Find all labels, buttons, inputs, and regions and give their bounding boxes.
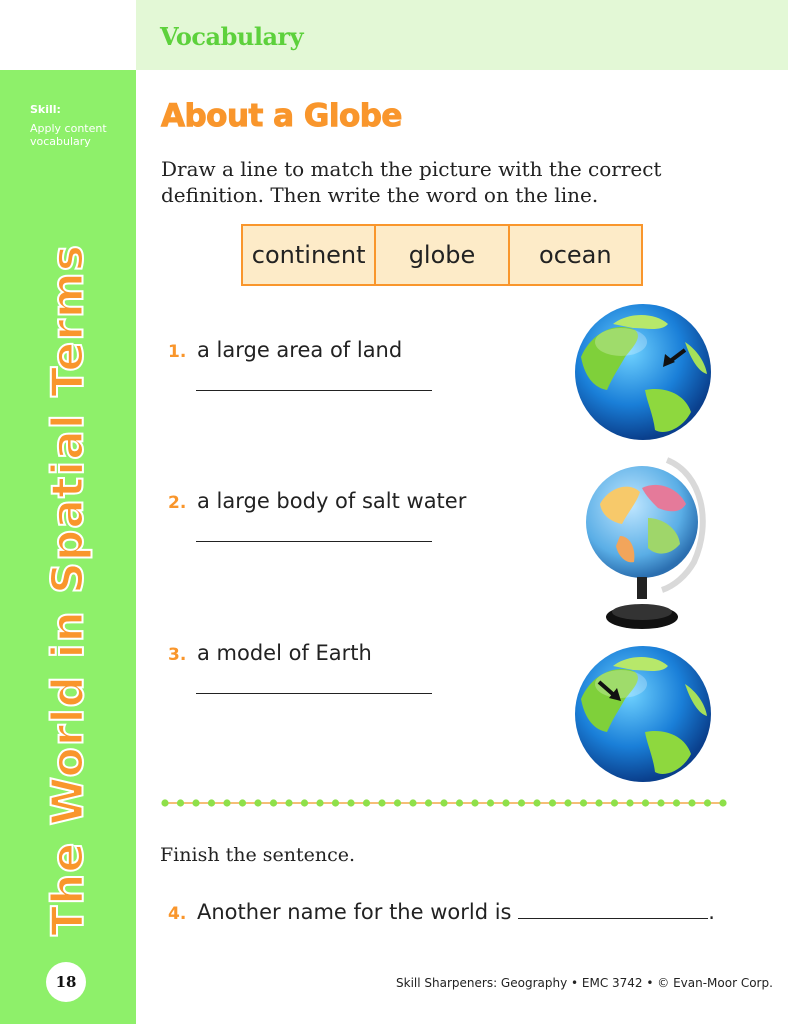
word-bank-item: continent [243, 226, 376, 284]
finish-instruction: Finish the sentence. [160, 844, 356, 866]
divider-dot [177, 799, 184, 806]
divider-dot [301, 799, 308, 806]
divider-dot [704, 799, 711, 806]
dotted-divider [160, 798, 728, 808]
footer-credit: Skill Sharpeners: Geography • EMC 3742 • © Evan-Moor Corp. [396, 976, 773, 990]
answer-line[interactable] [196, 541, 432, 542]
sentence-end: . [708, 900, 715, 924]
desk-globe-image[interactable] [582, 452, 712, 637]
divider-dot [378, 799, 385, 806]
question-number: 2. [168, 493, 187, 513]
divider-dot [487, 799, 494, 806]
divider-dot [254, 799, 261, 806]
divider-dot [239, 799, 246, 806]
word-bank-item: ocean [539, 241, 612, 269]
divider-dot [409, 799, 416, 806]
divider-dot [719, 799, 726, 806]
divider-dot [518, 799, 525, 806]
question-sentence [197, 900, 715, 924]
question-definition: a large area of land [197, 338, 403, 362]
word-bank [241, 224, 643, 286]
answer-blank[interactable] [518, 900, 708, 919]
divider-dot [161, 799, 168, 806]
divider-dot [502, 799, 509, 806]
answer-line[interactable] [196, 390, 432, 391]
divider-dot [192, 799, 199, 806]
page-title: About a Globe [161, 98, 402, 134]
skill-title: Skill: [30, 103, 61, 116]
skill-text: Apply content vocabulary [30, 122, 107, 148]
divider-dot [688, 799, 695, 806]
divider-dot [440, 799, 447, 806]
divider-dot [642, 799, 649, 806]
answer-line[interactable] [196, 693, 432, 694]
divider-dot [595, 799, 602, 806]
divider-dot [425, 799, 432, 806]
sentence-text: Another name for the world is [197, 900, 512, 924]
divider-dot [456, 799, 463, 806]
divider-dot [564, 799, 571, 806]
question-definition: a model of Earth [197, 641, 372, 665]
divider-dot [394, 799, 401, 806]
divider-dot [611, 799, 618, 806]
word-bank-item: globe [376, 226, 509, 284]
divider-dot [332, 799, 339, 806]
divider-dot [673, 799, 680, 806]
section-label: Vocabulary [160, 22, 304, 51]
divider-dot [316, 799, 323, 806]
divider-dot [270, 799, 277, 806]
divider-dot [285, 799, 292, 806]
divider-dot [657, 799, 664, 806]
question-definition: a large body of salt water [197, 489, 467, 513]
divider-dot [626, 799, 633, 806]
sidebar-top-blank [0, 0, 136, 70]
divider-dot [347, 799, 354, 806]
divider-dot [471, 799, 478, 806]
question-number: 4. [168, 904, 187, 924]
earth-continent-arrow-image[interactable] [573, 644, 713, 784]
divider-dot [363, 799, 370, 806]
divider-dot [549, 799, 556, 806]
page-number: 18 [46, 962, 86, 1002]
question-number: 3. [168, 645, 187, 665]
divider-dot [223, 799, 230, 806]
divider-dot [580, 799, 587, 806]
divider-dot [208, 799, 215, 806]
question-number: 1. [168, 342, 187, 362]
divider-dot [533, 799, 540, 806]
earth-ocean-arrow-image[interactable] [573, 302, 713, 442]
instructions: Draw a line to match the picture with the correct definition. Then write the word on the line. [161, 157, 662, 207]
vertical-unit-title: The World in Spatial Terms [42, 244, 94, 936]
